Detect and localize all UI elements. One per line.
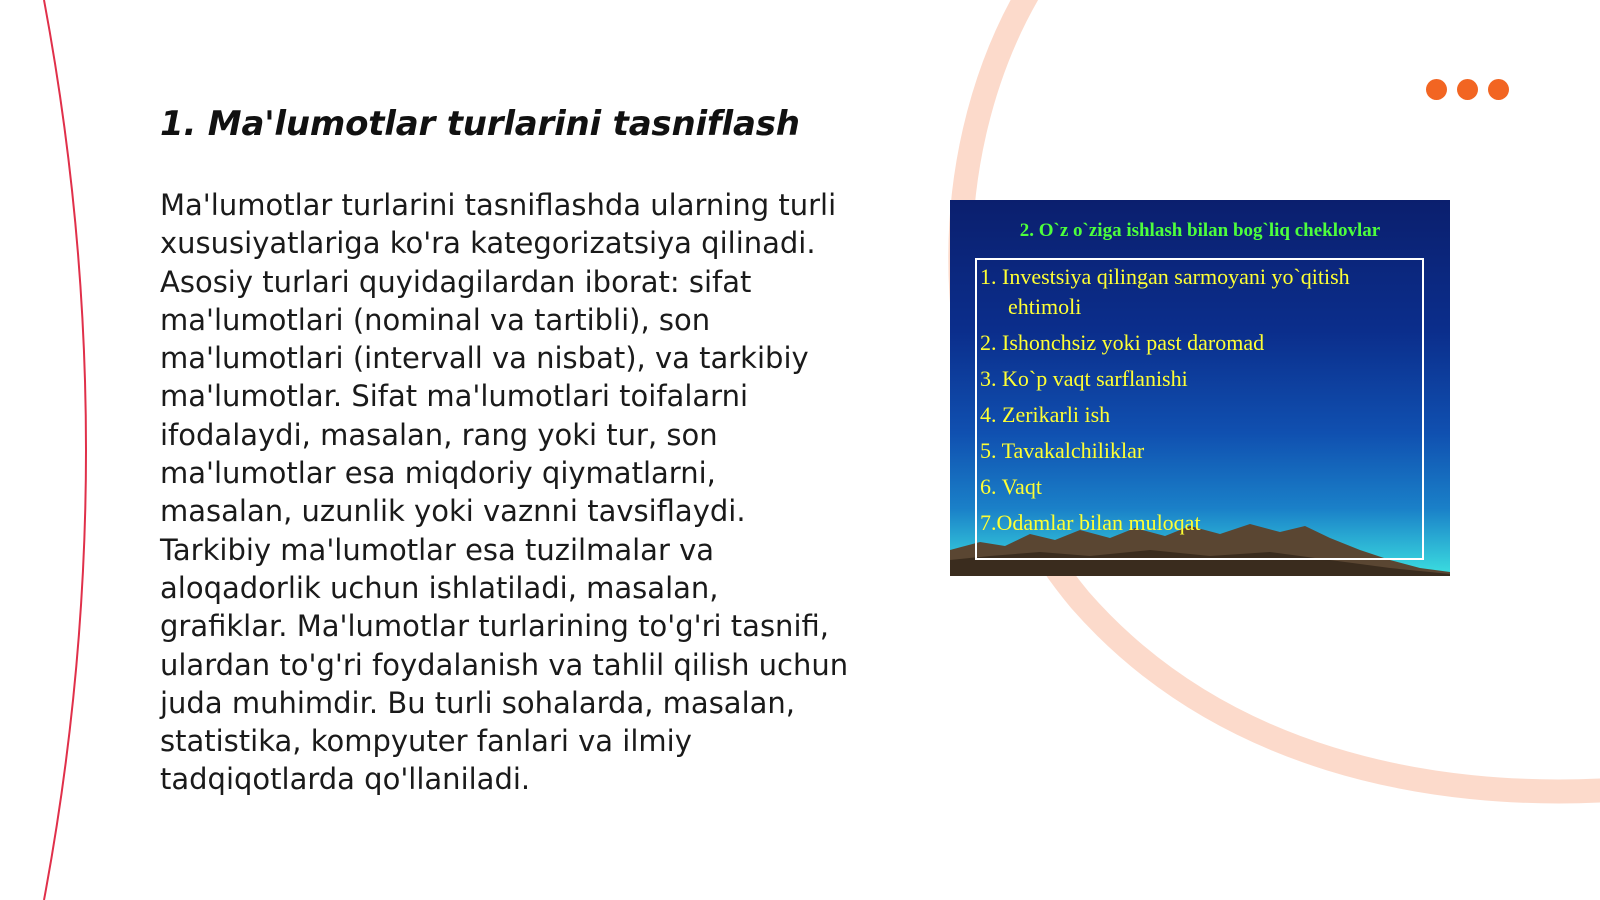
slide-list-item: 4. Zerikarli ish	[980, 402, 1111, 427]
left-red-curve	[44, 0, 86, 900]
slide-list-item: 7.Odamlar bilan muloqat	[980, 510, 1201, 535]
accent-dot	[1457, 79, 1478, 100]
slide-list-item: 6. Vaqt	[980, 474, 1042, 499]
slide-list-item: 1. Investsiya qilingan sarmoyani yo`qitish ehtimoli	[980, 264, 1350, 319]
accent-dot	[1426, 79, 1447, 100]
embedded-slide-image	[950, 200, 1450, 576]
slide-list	[980, 262, 1420, 544]
slide-list-item: 3. Ko`p vaqt sarflanishi	[980, 366, 1188, 391]
slide-list-item: 2. Ishonchsiz yoki past daromad	[980, 330, 1265, 355]
accent-dots	[1426, 79, 1509, 100]
body-paragraph: Ma'lumotlar turlarini tasniflashda ularning turli xususiyatlariga ko'ra kategorizatsiya qilinadi. Asosiy turlari quyidagilardan iborat: sifat ma'lumotlari (nominal va tartibli), son ma'lumotlari (intervall va nisbat), va tarkibiy ma'lumotlar. Sifat ma'lumotlari toifalarni ifodalaydi, masalan, rang yoki tur, son ma'lumotlar esa miqdoriy qiymatlarni, masalan, uzunlik yoki vaznni tavsiflaydi. Tarkibiy ma'lumotlar esa tuzilmalar va aloqadorlik uchun ishlatiladi, masalan, grafiklar. Ma'lumotlar turlarining to'g'ri tasnifi, ulardan to'g'ri foydalanish va tahlil qilish uchun juda muhimdir. Bu turli sohalarda, masalan, statistika, kompyuter fanlari va ilmiy tadqiqotlarda qo'llaniladi.	[160, 188, 849, 797]
page-title: 1. Ma'lumotlar turlarini tasniflash	[160, 104, 800, 144]
accent-dot	[1488, 79, 1509, 100]
slide-heading: 2. O`z o`ziga ishlash bilan bog`liq cheklovlar	[1019, 220, 1381, 241]
slide-list-item: 5. Tavakalchiliklar	[980, 438, 1145, 463]
